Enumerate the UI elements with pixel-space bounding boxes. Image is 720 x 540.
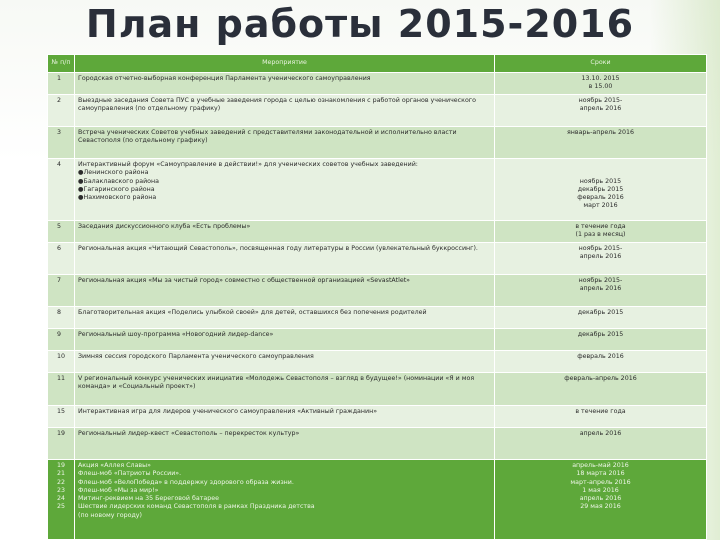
row-event xyxy=(75,460,495,540)
row-number xyxy=(48,460,75,540)
row-term-line: 18 марта 2016 xyxy=(576,470,625,478)
row-term-line: ноябрь 2015- xyxy=(578,97,623,104)
row-term xyxy=(495,127,707,159)
row-term-line: март 2016 xyxy=(583,202,618,210)
row-number-line: 15 xyxy=(57,408,66,415)
row-number-line: 7 xyxy=(57,277,62,284)
row-number xyxy=(48,373,75,406)
row-number xyxy=(48,275,75,307)
row-number xyxy=(48,351,75,373)
row-term-line: апрель 2016 xyxy=(579,105,622,113)
row-event-line: Флеш-моб «ВелоПобеда» в поддержку здорового образа жизни. xyxy=(78,478,294,486)
row-number-line: 6 xyxy=(57,245,62,252)
row-term-line: 1 мая 2016 xyxy=(582,486,619,494)
slide-title: План работы 2015-2016 xyxy=(85,2,635,46)
row-number xyxy=(48,221,75,243)
row-term-line: 13.10. 2015 xyxy=(581,75,620,82)
row-number xyxy=(48,243,75,275)
row-number-line: 2 xyxy=(57,97,62,104)
row-event-line: Интерактивная игра для лидеров ученического самоуправления «Активный гражданин» xyxy=(78,408,378,415)
row-term xyxy=(495,221,707,243)
row-term-line: февраль-апрель 2016 xyxy=(564,375,637,382)
row-term-line: январь-апрель 2016 xyxy=(566,129,635,136)
row-number-line: 1 xyxy=(57,75,62,82)
row-event-line: ●Ленинского района xyxy=(78,169,149,177)
table-row xyxy=(48,373,707,406)
table-row xyxy=(48,406,707,428)
row-term xyxy=(495,406,707,428)
row-term-line: февраль 2016 xyxy=(577,353,624,360)
row-number-line: 19 xyxy=(57,430,66,437)
row-event xyxy=(75,307,495,329)
table-header-row xyxy=(48,55,707,73)
row-event-line: Флеш-моб «Патриоты России». xyxy=(78,470,182,478)
row-event-line: ●Балаклавского района xyxy=(78,177,160,185)
row-event-line: Заседания дискуссионного клуба «Есть проблемы» xyxy=(78,223,251,230)
row-term-line: ноябрь 2015- xyxy=(578,245,623,252)
row-event xyxy=(75,329,495,351)
row-event-line: Интерактивный форум «Самоуправление в действии!» для ученических советов учебных заведений: xyxy=(78,161,418,168)
row-number xyxy=(48,329,75,351)
table-row xyxy=(48,329,707,351)
row-event-line: Встреча ученических Советов учебных заведений с представителями законодательной и исполнительно власти Севастополя (по отдельному графику) xyxy=(78,129,457,145)
row-number-line: 4 xyxy=(57,161,62,168)
row-term-line: апрель 2016 xyxy=(579,285,622,293)
header-event: Мероприятие xyxy=(75,55,495,73)
table-row xyxy=(48,428,707,460)
row-term-line: в течение года xyxy=(575,223,626,230)
row-event xyxy=(75,428,495,460)
row-event xyxy=(75,406,495,428)
row-event-line: Региональный шоу-программа «Новогодний лидер-dance» xyxy=(78,331,274,338)
table-row xyxy=(48,127,707,159)
row-number-line: 11 xyxy=(57,375,66,382)
row-number xyxy=(48,406,75,428)
row-term-line: март-апрель 2016 xyxy=(570,478,631,486)
row-term-line: 29 мая 2016 xyxy=(580,503,621,511)
row-number-line: 25 xyxy=(57,503,66,511)
row-number-line: 8 xyxy=(57,309,62,316)
row-number-line: 22 xyxy=(57,478,66,486)
table-row xyxy=(48,221,707,243)
row-event xyxy=(75,73,495,95)
row-term xyxy=(495,351,707,373)
row-term xyxy=(495,73,707,95)
row-event-line: Акция «Аллея Славы» xyxy=(78,462,151,469)
row-term-line: декабрь 2015 xyxy=(577,309,624,316)
table-row xyxy=(48,275,707,307)
row-term xyxy=(495,275,707,307)
row-number-line: 3 xyxy=(57,129,62,136)
row-term-line: апрель 2016 xyxy=(579,430,622,437)
row-event-line: V региональный конкурс ученических инициатив «Молодежь Севастополя – взгляд в будущее!» (номинации «Я и моя команда» и «Социальный проект») xyxy=(78,375,475,391)
row-term-line: ноябрь 2015 xyxy=(579,177,622,185)
plan-table-body xyxy=(48,55,707,540)
row-event-line: ●Гагаринского района xyxy=(78,185,155,193)
row-event-line: Флеш-моб «Мы за мир!» xyxy=(78,486,159,494)
row-number xyxy=(48,428,75,460)
row-term xyxy=(495,373,707,406)
row-term xyxy=(495,95,707,127)
row-number xyxy=(48,159,75,221)
row-event xyxy=(75,159,495,221)
table-row xyxy=(48,243,707,275)
row-number xyxy=(48,127,75,159)
row-event-line: Шествие лидерских команд Севастополя в рамках Праздника детства xyxy=(78,503,315,511)
row-event-line: Региональная акция «Читающий Севастополь», посвященная году литературы в России (увлекательный буккроссинг). xyxy=(78,245,478,252)
row-event-line: Митинг-реквием на 35 Береговой батарее xyxy=(78,495,219,503)
row-term-line xyxy=(498,161,703,169)
row-event xyxy=(75,373,495,406)
table-row xyxy=(48,159,707,221)
row-number xyxy=(48,73,75,95)
row-number-line: 24 xyxy=(57,495,66,503)
row-event xyxy=(75,275,495,307)
header-num: № п/п xyxy=(48,55,75,73)
row-term-line: февраль 2016 xyxy=(577,194,624,202)
row-number-line: 9 xyxy=(57,331,62,338)
row-term xyxy=(495,159,707,221)
row-number-line: 5 xyxy=(57,223,62,230)
row-term-line: в 15.00 xyxy=(588,83,613,91)
table-row xyxy=(48,73,707,95)
table-row xyxy=(48,307,707,329)
row-term xyxy=(495,329,707,351)
row-event xyxy=(75,95,495,127)
row-term xyxy=(495,460,707,540)
row-event-line: Региональный лидер-квест «Севастополь – перекресток культур» xyxy=(78,430,300,437)
row-event xyxy=(75,243,495,275)
row-number-line: 19 xyxy=(57,462,66,469)
table-row xyxy=(48,351,707,373)
row-number-line: 21 xyxy=(57,470,66,478)
row-term-line: апрель 2016 xyxy=(579,495,622,503)
row-term-line: декабрь 2015 xyxy=(577,331,624,338)
row-term-line: апрель-май 2016 xyxy=(572,462,629,469)
header-term: Сроки xyxy=(495,55,707,73)
row-event-line: Выездные заседания Совета ПУС в учебные заведения города с целью ознакомления с работой органов ученического самоуправления (по отдельному графику) xyxy=(78,97,476,113)
row-number xyxy=(48,307,75,329)
row-number-line: 10 xyxy=(57,353,66,360)
table-row xyxy=(48,95,707,127)
row-term-line: декабрь 2015 xyxy=(577,185,624,193)
row-event-line: Городская отчетно-выборная конференция Парламента ученического самоуправления xyxy=(78,75,371,82)
row-event-line: (по новому городу) xyxy=(78,511,142,519)
row-term xyxy=(495,243,707,275)
row-event-line: Благотворительная акция «Поделись улыбкой своей» для детей, оставшихся без попечения родителей xyxy=(78,309,427,316)
row-term-line: в течение года xyxy=(575,408,626,415)
table-row-final xyxy=(48,460,707,540)
row-term-line: апрель 2016 xyxy=(579,253,622,261)
row-number xyxy=(48,95,75,127)
row-event xyxy=(75,127,495,159)
row-event xyxy=(75,221,495,243)
row-event-line: Региональная акция «Мы за чистый город» совместно с общественной организацией «SevastAtlet» xyxy=(78,277,411,284)
row-term-line xyxy=(498,169,703,177)
plan-table xyxy=(47,54,707,540)
row-event-line: Зимняя сессия городского Парламента ученического самоуправления xyxy=(78,353,314,360)
row-event xyxy=(75,351,495,373)
row-number-line: 23 xyxy=(57,486,66,494)
row-term xyxy=(495,428,707,460)
row-term xyxy=(495,307,707,329)
row-event-line: ●Нахимовского района xyxy=(78,194,157,202)
row-term-line: (1 раз в месяц) xyxy=(575,231,626,239)
row-term-line: ноябрь 2015- xyxy=(578,277,623,284)
